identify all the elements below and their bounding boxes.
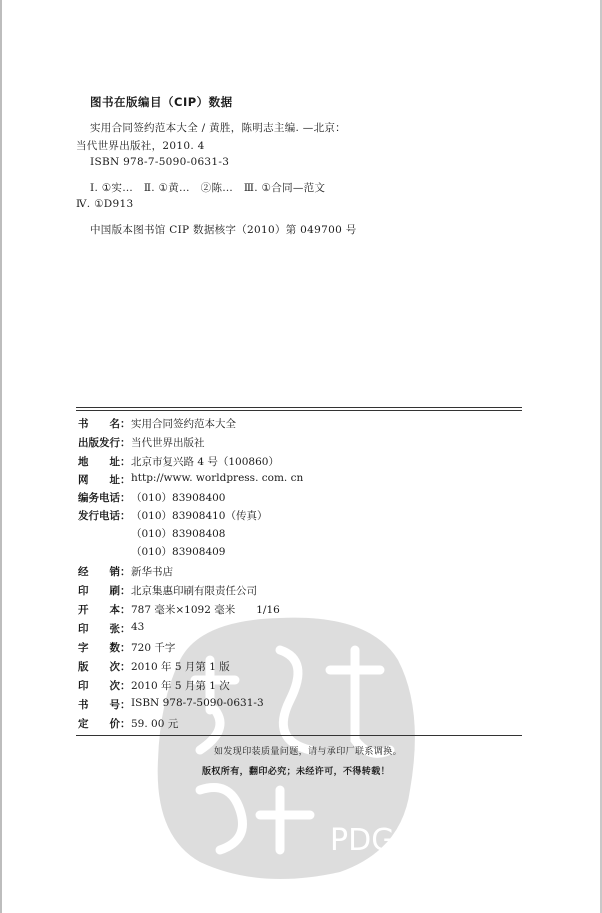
colophon-label: 网 址：	[78, 474, 131, 486]
colophon-value: 当代世界出版社	[131, 437, 205, 449]
colophon-value: 720 千字	[131, 642, 176, 654]
watermark-text: PDG	[330, 823, 395, 858]
colophon-value: 北京市复兴路 4 号（100860）	[131, 456, 279, 468]
colophon-value: （010）83908410（传真）	[131, 510, 268, 522]
colophon-value: 新华书店	[131, 566, 173, 578]
colophon-label: 经 销：	[78, 566, 131, 578]
colophon-label: 开 本：	[78, 604, 131, 616]
page-edge-left	[0, 0, 2, 913]
cip-subject-line: Ⅰ. ①实… Ⅱ. ①黄… ②陈… Ⅲ. ①合同—范文	[90, 182, 326, 194]
colophon-value: （010）83908400	[131, 492, 226, 504]
colophon-value: 2010 年 5 月第 1 版	[131, 661, 230, 673]
colophon-label: 书 名：	[78, 418, 131, 430]
colophon-label: 印 刷：	[78, 585, 131, 597]
cip-data-number-line: 中国版本图书馆 CIP 数据核字（2010）第 049700 号	[90, 224, 357, 236]
quality-notice: 如发现印装质量问题，请与承印厂联系调换。	[214, 747, 403, 757]
copyright-notice: 版权所有，翻印必究；未经许可，不得转载！	[202, 767, 391, 777]
colophon-label: 版 次：	[78, 661, 131, 673]
cip-title-line: 实用合同签约范本大全 / 黄胜，陈明志主编. —北京：	[90, 122, 346, 134]
colophon-label: 书 号：	[78, 699, 131, 711]
cip-classification-line: Ⅳ. ①D913	[76, 198, 134, 210]
colophon-top-rule-2	[76, 410, 522, 411]
cip-publisher-line: 当代世界出版社，2010. 4	[76, 140, 205, 152]
colophon-value: 北京集惠印刷有限责任公司	[131, 585, 257, 597]
colophon-value: 59. 00 元	[131, 718, 179, 730]
colophon-value: 2010 年 5 月第 1 次	[131, 680, 230, 692]
colophon-bottom-rule	[76, 735, 522, 736]
colophon-value: ISBN 978-7-5090-0631-3	[131, 697, 264, 709]
colophon-label: 地 址：	[78, 456, 131, 468]
colophon-label: 发行电话：	[78, 510, 131, 522]
colophon-label: 字 数：	[78, 642, 131, 654]
colophon-label: 出版发行：	[78, 437, 131, 449]
colophon-top-rule	[76, 407, 522, 408]
colophon-value: （010）83908409	[131, 546, 226, 558]
colophon-value: 787 毫米×1092 毫米 1/16	[131, 604, 280, 616]
colophon-value: 实用合同签约范本大全	[131, 418, 236, 430]
colophon-value: 43	[131, 621, 145, 633]
cip-isbn-line: ISBN 978-7-5090-0631-3	[90, 156, 230, 168]
colophon-label: 印 张：	[78, 623, 131, 635]
colophon-value: http://www. worldpress. com. cn	[131, 472, 304, 484]
colophon-value: （010）83908408	[131, 528, 226, 540]
colophon-label: 编务电话：	[78, 492, 131, 504]
cip-heading: 图书在版编目（CIP）数据	[90, 95, 233, 109]
colophon-label: 定 价：	[78, 718, 131, 730]
colophon-label: 印 次：	[78, 680, 131, 692]
